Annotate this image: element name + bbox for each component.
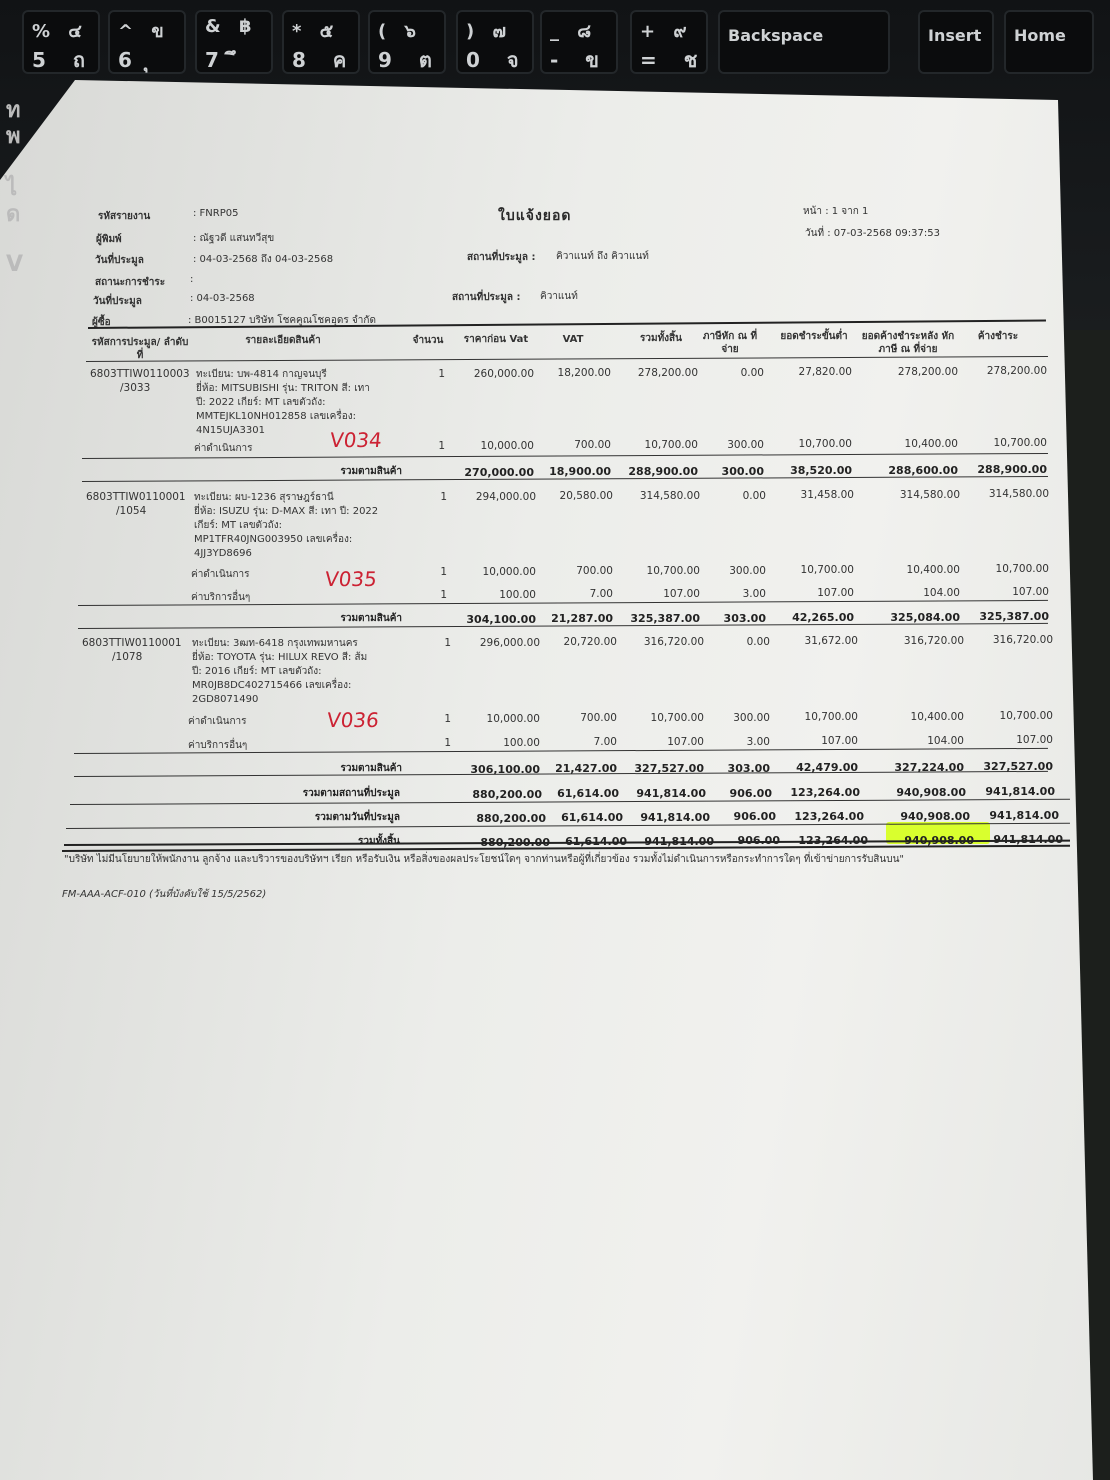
page-number: หน้า : 1 จาก 1 (803, 206, 869, 217)
key-bottom-label: 0 จ (466, 48, 529, 72)
cell-min: 123,264.00 (790, 786, 860, 800)
cell-min: 107.00 (821, 735, 858, 748)
cell-vat: 18,900.00 (549, 465, 611, 479)
item-description-line: 2GD8071490 (192, 694, 259, 705)
key-top-label: ^ ข (118, 21, 170, 42)
cell-wht: 0.00 (740, 366, 764, 379)
cell-wht: 906.00 (737, 834, 780, 848)
item-description-line: 4N15UJA3301 (196, 425, 265, 436)
total-label: รวมทั้งสิ้น (358, 836, 400, 847)
cell-min: 10,700.00 (804, 711, 858, 724)
cell-after: 940,908.00 (896, 785, 966, 799)
cell-total: 288,900.00 (628, 464, 698, 478)
item-description-line: ยี่ห้อ: TOYOTA รุ่น: HILUX REVO สี: ส้ม (192, 652, 368, 663)
cell-after: 940,908.00 (900, 809, 970, 823)
cell-wht: 0.00 (742, 489, 766, 502)
cell-pre: 880,200.00 (476, 811, 546, 825)
item-description-line: เกียร์: MT เลขตัวถัง: (194, 520, 282, 531)
print-datetime: วันที่ : 07-03-2568 09:37:53 (805, 228, 940, 239)
cell-wht: 300.00 (727, 438, 764, 451)
cell-after: 104.00 (923, 586, 960, 599)
key-top-label: _ ๘ (550, 21, 598, 42)
subtotal-label: รวมตามสินค้า (340, 466, 402, 477)
item-description-line: ยี่ห้อ: ISUZU รุ่น: D-MAX สี: เทา ปี: 2022 (194, 506, 379, 517)
cell-out: 941,814.00 (985, 785, 1055, 799)
cell-pre: 880,200.00 (472, 787, 542, 801)
auction-seq: /3033 (120, 382, 151, 394)
cell-min: 10,700.00 (800, 564, 854, 577)
cell-total: 314,580.00 (639, 489, 700, 502)
cell-wht: 906.00 (733, 810, 776, 824)
key-top-label: + ๙ (640, 21, 693, 42)
anti-bribery-notice: "บริษัท ไม่มีนโยบายให้พนักงาน ลูกจ้าง และบริวารของบริษัทฯ เรียก หรือรับเงิน หรือสิ่งของผลประโยชน์ใดๆ จากท่านหรือผู้ที่เกี่ยวข้อง รวมทั้งไม่ดำเนินการหรือกระทำการใดๆ ที่เข้าข่ายการรับสินบน" (64, 854, 905, 865)
auction-seq: /1078 (112, 651, 143, 663)
key-bottom-label: 6 ุ (118, 48, 159, 72)
cell-pre: 880,200.00 (480, 835, 550, 849)
column-header: จำนวน (412, 335, 444, 346)
cell-vat: 61,614.00 (557, 787, 619, 801)
cell-vat: 700.00 (580, 712, 617, 725)
fee-name: ค่าดำเนินการ (191, 569, 250, 580)
cell-qty: 1 (440, 565, 447, 578)
cell-total: 278,200.00 (637, 366, 698, 379)
fee-name: ค่าบริการอื่นๆ (188, 740, 248, 751)
cell-total: 10,700.00 (646, 564, 700, 577)
column-header: รหัสการประมูล/ ลำดับที่ (91, 337, 189, 361)
cell-min: 42,265.00 (792, 611, 854, 625)
item-description-line: 4JJ3YD8696 (194, 548, 252, 559)
column-header: รายละเอียดสินค้า (245, 335, 321, 346)
cell-after: 10,400.00 (906, 563, 960, 576)
venue-range-label: สถานที่ประมูล : (467, 252, 536, 263)
item-description-line: ทะเบียน: ผบ-1236 สุราษฎร์ธานี (194, 492, 334, 503)
subtotal-label: รวมตามสินค้า (340, 613, 402, 624)
cell-pre: 100.00 (499, 588, 536, 601)
column-header: VAT (562, 334, 584, 345)
cell-qty: 1 (440, 588, 447, 601)
key-bottom-label: 5 ถ (32, 48, 95, 72)
cell-qty: 1 (444, 636, 451, 649)
column-header: ราคาก่อน Vat (463, 334, 529, 345)
cell-after: 325,084.00 (890, 610, 960, 624)
column-header: ยอดชำระขั้นต่ำ (780, 331, 848, 342)
report-code-label: รหัสรายงาน (98, 211, 151, 222)
key-top-label: % ๔ (32, 21, 88, 42)
cell-pre: 10,000.00 (486, 712, 540, 725)
cell-out: 278,200.00 (986, 365, 1047, 378)
cell-qty: 1 (438, 367, 445, 380)
cell-out: 327,527.00 (983, 760, 1053, 774)
cell-out: 314,580.00 (988, 488, 1049, 501)
auction-seq: /1054 (116, 505, 147, 517)
cell-min: 123,264.00 (798, 834, 868, 848)
cell-out: 316,720.00 (992, 634, 1053, 647)
cell-out: 10,700.00 (995, 563, 1049, 576)
keyboard-side-key: ไ (6, 176, 18, 201)
keyboard-side-key: ท (6, 98, 21, 123)
keyboard-side-key: พ (6, 124, 21, 149)
buyer: : B0015127 บริษัท โชคคูณโชคอุดร จำกัด (188, 315, 376, 326)
cell-wht: 300.00 (729, 564, 766, 577)
cell-total: 941,814.00 (644, 834, 714, 848)
cell-pre: 100.00 (503, 736, 540, 749)
handwritten-note: V035 (323, 567, 379, 591)
cell-vat: 21,427.00 (555, 762, 617, 776)
cell-after: 940,908.00 (904, 833, 974, 847)
item-description-line: MR0JB8DC402715466 เลขเครื่อง: (192, 680, 352, 691)
cell-min: 107.00 (817, 587, 854, 600)
cell-wht: 0.00 (746, 635, 770, 648)
cell-pre: 260,000.00 (473, 367, 534, 380)
key-bottom-label: 7 ึ (205, 48, 246, 72)
buyer-label: ผู้ซื้อ (92, 317, 111, 328)
cell-out: 107.00 (1016, 734, 1053, 747)
cell-total: 316,720.00 (643, 635, 704, 648)
printer-name: : ณัฐวดี แสนทวีสุข (193, 233, 275, 244)
fee-name: ค่าดำเนินการ (188, 716, 247, 727)
key-label: Home (1014, 26, 1066, 45)
cell-out: 941,814.00 (989, 809, 1059, 823)
cell-after: 104.00 (927, 734, 964, 747)
cell-qty: 1 (438, 439, 445, 452)
payment-status: : (190, 274, 194, 285)
cell-qty: 1 (440, 490, 447, 503)
total-label: รวมตามวันที่ประมูล (314, 812, 400, 823)
key-top-label: * ๕ (292, 21, 340, 42)
item-description-line: ทะเบียน: 3ฒท-6418 กรุงเทพมหานคร (192, 638, 358, 649)
cell-wht: 303.00 (727, 761, 770, 775)
cell-vat: 61,614.00 (561, 811, 623, 825)
cell-qty: 1 (444, 712, 451, 725)
auction-day: : 04-03-2568 (190, 293, 255, 304)
auction-code: 6803TTIW0110001 (82, 637, 182, 649)
cell-min: 123,264.00 (794, 810, 864, 824)
key-label: Insert (928, 26, 982, 45)
form-code: FM-AAA-ACF-010 (วันที่บังคับใช้ 15/5/2562) (62, 889, 267, 900)
subtotal-label: รวมตามสินค้า (340, 763, 402, 774)
cell-pre: 304,100.00 (466, 612, 536, 626)
venue-label: สถานที่ประมูล : (452, 292, 521, 303)
total-label: รวมตามสถานที่ประมูล (302, 788, 400, 799)
key-label: Backspace (728, 26, 824, 45)
key-bottom-label: = ช (640, 48, 708, 72)
cell-after: 10,400.00 (904, 437, 958, 450)
venue: คิวาแนท์ (540, 291, 578, 302)
cell-pre: 270,000.00 (464, 465, 534, 479)
report-code: : FNRP05 (193, 208, 239, 219)
cell-vat: 61,614.00 (565, 835, 627, 849)
cell-pre: 10,000.00 (482, 565, 536, 578)
cell-wht: 300.00 (721, 464, 764, 478)
item-description-line: ปี: 2016 เกียร์: MT เลขตัวถัง: (192, 666, 322, 677)
column-header: ภาษีหัก ณ ที่จ่าย (702, 331, 758, 355)
key-top-label: & ฿ (205, 16, 258, 37)
cell-total: 941,814.00 (640, 810, 710, 824)
cell-wht: 303.00 (723, 611, 766, 625)
cell-total: 10,700.00 (644, 438, 698, 451)
item-description-line: ปี: 2022 เกียร์: MT เลขตัวถัง: (196, 397, 326, 408)
cell-qty: 1 (444, 736, 451, 749)
cell-out: 325,387.00 (979, 610, 1049, 624)
cell-out: 10,700.00 (999, 710, 1053, 723)
cell-after: 10,400.00 (910, 710, 964, 723)
auction-date-range: : 04-03-2568 ถึง 04-03-2568 (193, 254, 334, 265)
cell-wht: 906.00 (729, 786, 772, 800)
cell-vat: 700.00 (576, 565, 613, 578)
key-bottom-label: 8 ค (292, 48, 357, 72)
fee-name: ค่าดำเนินการ (194, 443, 253, 454)
column-header: ค้างชำระ (977, 331, 1019, 342)
cell-pre: 306,100.00 (470, 762, 540, 776)
cell-min: 42,479.00 (796, 761, 858, 775)
cell-out: 288,900.00 (977, 463, 1047, 477)
cell-after: 288,600.00 (888, 463, 958, 477)
cell-pre: 294,000.00 (475, 490, 536, 503)
handwritten-note: V034 (328, 428, 384, 452)
cell-min: 27,820.00 (798, 366, 852, 379)
keyboard-side-key: ด (6, 202, 21, 227)
cell-total: 107.00 (663, 587, 700, 600)
cell-vat: 20,580.00 (559, 490, 613, 503)
key-bottom-label: - ข (550, 48, 609, 72)
cell-min: 31,672.00 (804, 635, 858, 648)
auction-date-label: วันที่ประมูล (95, 255, 144, 266)
payment-status-label: สถานะการชำระ (95, 277, 166, 288)
cell-after: 278,200.00 (897, 365, 958, 378)
cell-pre: 10,000.00 (480, 439, 534, 452)
keyboard-side-key: V (6, 252, 24, 277)
key-bottom-label: 9 ต (378, 48, 442, 72)
cell-after: 316,720.00 (903, 634, 964, 647)
item-description-line: ทะเบียน: บพ-4814 กาญจนบุรี (196, 369, 327, 380)
handwritten-note: V036 (325, 708, 381, 732)
cell-min: 10,700.00 (798, 438, 852, 451)
cell-vat: 7.00 (589, 588, 613, 601)
cell-out: 10,700.00 (993, 437, 1047, 450)
cell-vat: 7.00 (593, 736, 617, 749)
cell-total: 107.00 (667, 735, 704, 748)
cell-after: 314,580.00 (899, 488, 960, 501)
item-description-line: MMTEJKL10NH012858 เลขเครื่อง: (196, 411, 356, 422)
header-rule-bottom (86, 356, 1048, 362)
cell-vat: 20,720.00 (563, 636, 617, 649)
cell-wht: 3.00 (746, 735, 770, 748)
key-top-label: ) ๗ (466, 21, 513, 42)
column-header: รวมทั้งสิ้น (640, 333, 682, 344)
item-description-line: ยี่ห้อ: MITSUBISHI รุ่น: TRITON สี: เทา (196, 383, 370, 394)
cell-wht: 3.00 (742, 587, 766, 600)
cell-out: 941,814.00 (993, 833, 1063, 847)
cell-total: 325,387.00 (630, 611, 700, 625)
key-top-label: ( ๖ (378, 21, 422, 42)
cell-vat: 700.00 (574, 439, 611, 452)
cell-total: 941,814.00 (636, 786, 706, 800)
auction-day-label: วันที่ประมูล (93, 296, 142, 307)
cell-min: 31,458.00 (800, 489, 854, 502)
fee-name: ค่าบริการอื่นๆ (191, 592, 251, 603)
cell-total: 10,700.00 (650, 711, 704, 724)
printer-label: ผู้พิมพ์ (96, 234, 122, 245)
cell-out: 107.00 (1012, 586, 1049, 599)
document-title: ใบแจ้งยอด (498, 208, 572, 224)
auction-code: 6803TTIW0110003 (90, 368, 190, 380)
column-header: ยอดค้างชำระหลัง หักภาษี ณ ที่จ่าย (861, 331, 955, 355)
cell-pre: 296,000.00 (479, 636, 540, 649)
cell-min: 38,520.00 (790, 464, 852, 478)
cell-total: 327,527.00 (634, 761, 704, 775)
item-description-line: MP1TFR40JNG003950 เลขเครื่อง: (194, 534, 353, 545)
cell-after: 327,224.00 (894, 760, 964, 774)
auction-code: 6803TTIW0110001 (86, 491, 186, 503)
venue-range: คิวาแนท์ ถึง คิวาแนท์ (556, 251, 649, 262)
cell-wht: 300.00 (733, 711, 770, 724)
cell-vat: 18,200.00 (557, 367, 611, 380)
cell-vat: 21,287.00 (551, 612, 613, 626)
